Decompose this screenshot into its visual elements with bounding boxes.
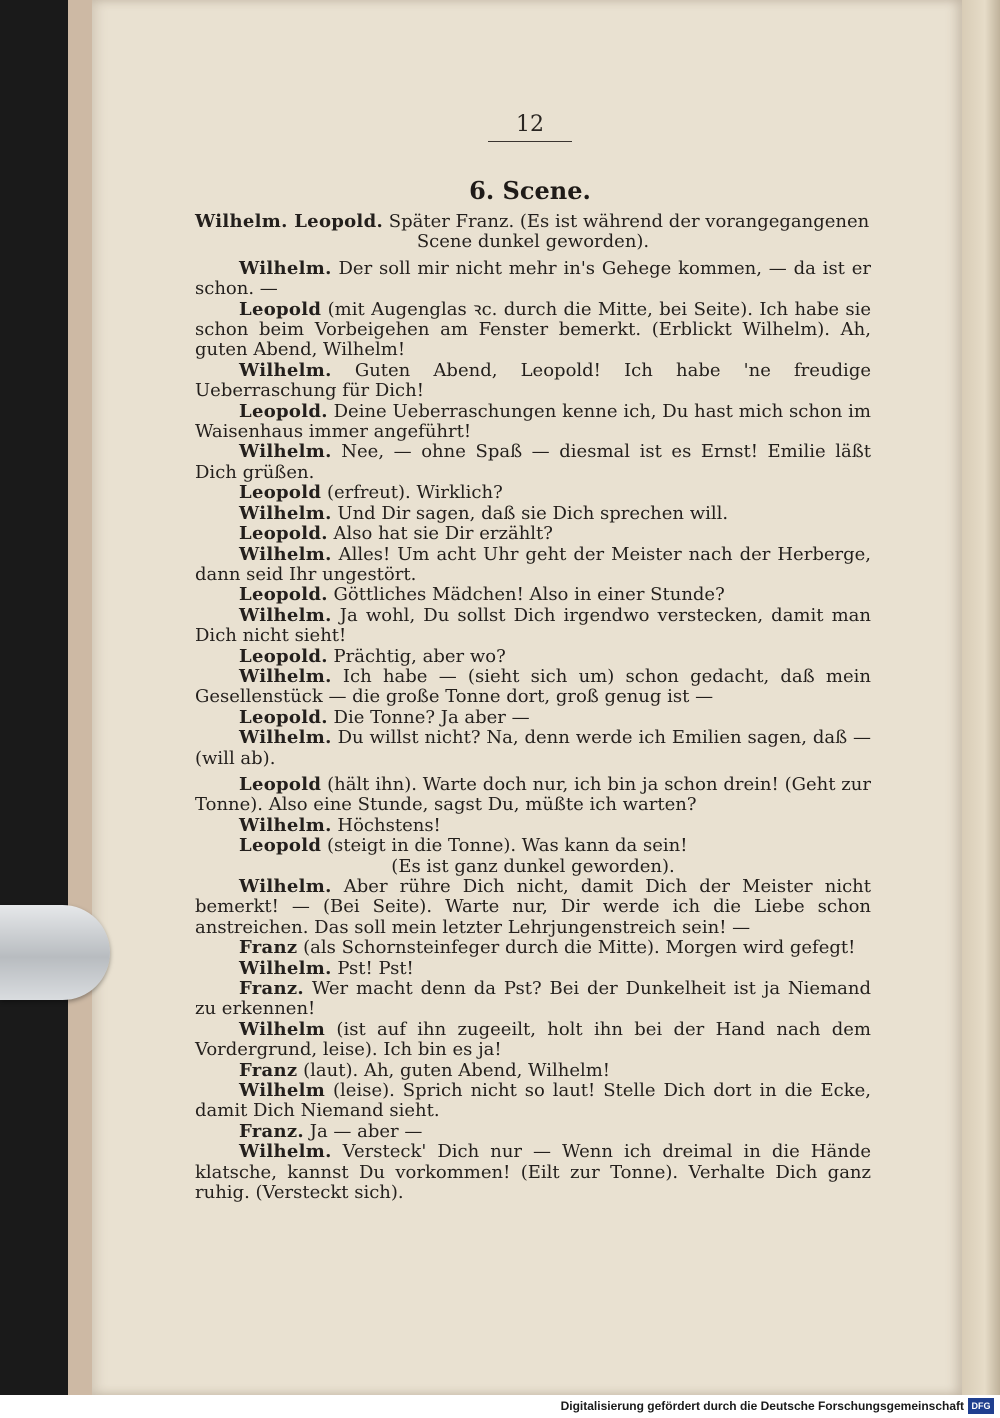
line-text: (steigt in die Tonne). Was kann da sein! [321,835,688,857]
line-text: (als Schornsteinfeger durch die Mitte). Morgen wird gefegt! [297,937,856,959]
speaker-name: Wilhelm. [239,604,332,626]
line-text: Göttliches Mädchen! Also in einer Stunde? [327,584,725,606]
speaker-name: Wilhelm. Leopold. [195,211,384,232]
line-text: Ja wohl, Du sollst Dich irgendwo verstecken, damit man Dich nicht sieht! [195,604,871,647]
speaker-name: Wilhelm [239,1080,326,1102]
speaker-name: Wilhelm. [239,1141,332,1163]
line-text: Guten Abend, Leopold! Ich habe 'ne freudige Ueberraschung für Dich! [195,359,871,402]
speaker-name: Wilhelm. [239,727,332,749]
dialogue-line [195,877,871,938]
dialogue-line [195,524,871,544]
speaker-name: Leopold. [239,645,328,667]
speaker-name: Franz [239,937,298,959]
line-text: (erfreut). Wirklich? [321,482,503,504]
dialogue-line [195,606,871,647]
speaker-name: Leopold [239,298,322,320]
page-number: 12 [488,112,572,142]
dialogue-line [195,775,871,816]
speaker-name: Wilhelm. [239,543,332,565]
line-text: Und Dir sagen, daß sie Dich sprechen will. [331,502,729,524]
line-text: (mit Augenglas ꝛc. durch die Mitte, bei Seite). Ich habe sie schon beim Vorbeigehen am Fenster bemerkt. (Erblickt Wilhelm). Ah, guten Abend, Wilhelm! [195,298,871,361]
speaker-name: Wilhelm. [239,502,332,524]
line-text: Alles! Um acht Uhr geht der Meister nach der Herberge, dann seid Ihr ungestört. [195,543,871,585]
dialogue-line [195,504,871,524]
line-text: (hält ihn). Warte doch nur, ich bin ja schon drein! (Geht zur Tonne). Also eine Stunde, sagst Du, müßte ich warten? [195,773,871,816]
dialogue-line [195,667,871,708]
line-text: Deine Ueberraschungen kenne ich, Du hast mich schon im Waisenhaus immer angeführt! [195,400,871,443]
speaker-name: Wilhelm. [239,665,332,687]
speaker-name: Wilhelm [239,1018,326,1040]
speaker-name: Franz. [239,978,304,1000]
line-text: Pst! Pst! [331,957,414,979]
speaker-name: Wilhelm. [239,957,332,979]
line-text: Prächtig, aber wo? [327,645,506,667]
speaker-name: Wilhelm. [239,359,332,381]
footer-credit: Digitalisierung gefördert durch die Deutsche Forschungsgemeinschaft [560,1399,964,1413]
dialogue-line [195,212,871,232]
line-text: Der soll mir nicht mehr in's Gehege kommen, — da ist er schon. — [195,257,871,300]
speaker-name: Leopold. [239,400,328,422]
speaker-name: Wilhelm. [239,257,332,279]
dialogue-line [195,1061,871,1081]
scene-title: 6. Scene. [469,176,591,205]
line-text: Versteck' Dich nur — Wenn ich dreimal in die Hände klatsche, kannst Du vorkommen! (Eilt zur Tonne). Verhalte Dich ganz ruhig. (Versteckt sich). [195,1141,871,1204]
dialogue-line [195,836,871,856]
dialogue-line [195,1142,871,1203]
line-text: Nee, — ohne Spaß — diesmal ist es Ernst! Emilie läßt Dich grüßen. [195,441,871,483]
speaker-name: Wilhelm. [239,876,332,897]
line-text: Wer macht denn da Pst? Bei der Dunkelheit ist ja Niemand zu erkennen! [195,978,871,1020]
dialogue-line [195,402,871,443]
speaker-name: Wilhelm. [239,441,332,463]
dialogue-line [195,545,871,586]
dialogue-line [195,857,871,877]
speaker-name: Leopold. [239,523,328,545]
line-text: Scene dunkel geworden). [416,231,650,253]
dialogue-line [195,300,871,361]
speaker-name: Leopold [239,773,322,795]
next-page-edge [962,0,1000,1395]
dialogue-line [195,816,871,836]
dialogue-line [195,1122,871,1142]
dialogue-line [195,585,871,605]
line-text: (Es ist ganz dunkel geworden). [391,855,675,877]
dialogue-line [195,708,871,728]
dfg-logo-icon: DFG [968,1398,994,1414]
line-text: Aber rühre Dich nicht, damit Dich der Meister nicht bemerkt! — (Bei Seite). Warte nur, Dir werde ich die Liebe schon anstreichen. Das soll mein letzter Lehrjungenstreich sein! — [195,876,871,938]
speaker-name: Franz [239,1059,298,1081]
speaker-name: Leopold [239,482,322,504]
dialogue-line [195,647,871,667]
dialogue-line [195,483,871,503]
dialogue-line [195,361,871,402]
speaker-name: Leopold. [239,584,328,606]
dialogue-line [195,728,871,769]
line-text: Ja — aber — [304,1120,423,1142]
speaker-name: Franz. [239,1120,304,1142]
scanner-clip [0,905,110,1000]
line-text: Ich habe — (sieht sich um) schon gedacht, daß mein Gesellenstück — die große Tonne dort, groß genug ist — [195,665,871,708]
line-text: Also hat sie Dir erzählt? [327,523,553,545]
dialogue-line [195,979,871,1020]
dialogue-text [195,212,871,1204]
dialogue-line [195,1081,871,1122]
line-text: Später Franz. (Es ist während der vorangegangenen [383,211,870,232]
line-text: Höchstens! [331,814,441,836]
line-text: (laut). Ah, guten Abend, Wilhelm! [297,1059,611,1081]
line-text: Die Tonne? Ja aber — [327,706,530,728]
speaker-name: Leopold [239,835,322,857]
line-text: (ist auf ihn zugeeilt, holt ihn bei der Hand nach dem Vordergrund, leise). Ich bin es ja! [195,1018,871,1061]
line-text: Du willst nicht? Na, denn werde ich Emilien sagen, daß — (will ab). [195,727,871,769]
speaker-name: Leopold. [239,706,328,728]
dialogue-line [195,938,871,958]
dialogue-line [195,232,871,252]
dialogue-line [195,1020,871,1061]
line-text: (leise). Sprich nicht so laut! Stelle Dich dort in die Ecke, damit Dich Niemand sieht. [195,1080,871,1122]
dialogue-line [195,959,871,979]
dialogue-line [195,259,871,300]
dialogue-line [195,442,871,483]
speaker-name: Wilhelm. [239,814,332,836]
